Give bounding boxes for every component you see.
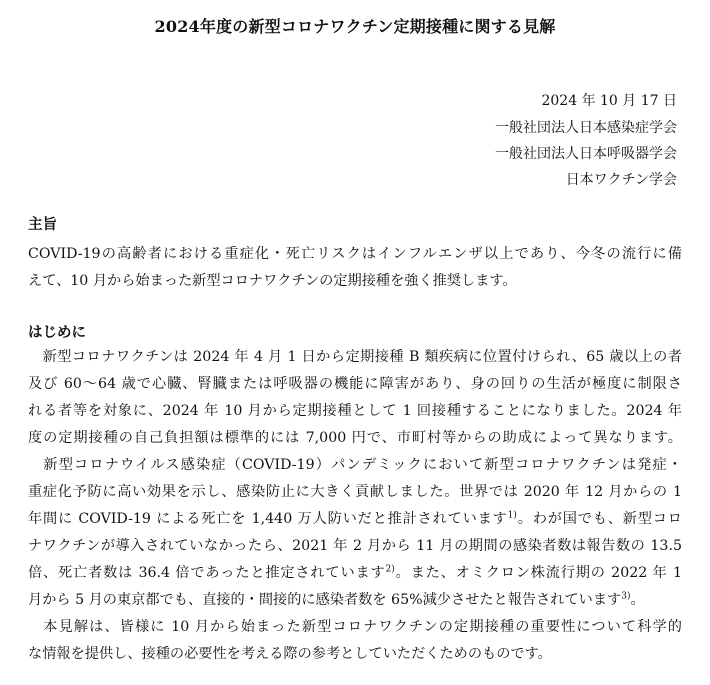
summary-paragraph: [28, 241, 682, 295]
text-line: 新型コロナウイルス感染症（COVID-19）パンデミックにおいて新型コロナワクチンは発症・: [28, 457, 682, 473]
reference-marker: 2): [385, 564, 395, 575]
issuer-block: [495, 88, 677, 193]
text-line: COVID-19の高齢者における重症化・死亡リスクはインフルエンザ以上であり、今冬の流行に備: [28, 246, 682, 262]
text-line: [28, 506, 682, 533]
text-line: 新型コロナワクチンは 2024 年 4 月 1 日から定期接種 B 類疾病に位置付けられ、65 歳以上の者: [28, 349, 682, 365]
intro-paragraph-3: [28, 614, 682, 668]
issue-date: 2024 年 10 月 17 日: [541, 93, 677, 109]
intro-paragraph-2: [28, 452, 682, 614]
text-fragment: 。わが国でも、新型コロ: [516, 511, 682, 527]
text-fragment: 。また、オミクロン株流行期の 2022 年 1: [394, 565, 682, 581]
text-line: れる者等を対象に、2024 年 10 月から定期接種として 1 回接種することになりました。2024 年: [28, 403, 682, 419]
text-line: [28, 587, 682, 614]
text-line: な情報を提供し、接種の必要性を考える際の参考としていただくためのものです。: [28, 646, 552, 662]
text-line: 本見解は、皆様に 10 月から始まった新型コロナワクチンの定期接種の重要性について科学的: [28, 619, 682, 635]
text-line: ナワクチンが導入されていなかったら、2021 年 2 月から 11 月の期間の感染者数は報告数の 13.5: [28, 538, 682, 554]
reference-marker: 3): [621, 591, 631, 602]
intro-heading: はじめに: [28, 324, 86, 341]
text-line: [28, 560, 682, 587]
text-fragment: 月から 5 月の東京都でも、直接的・間接的に感染者数を 65%減少させたと報告されています: [28, 592, 622, 608]
intro-paragraph-1: [28, 344, 682, 452]
text-line: 度の定期接種の自己負担額は標準的には 7,000 円で、市町村等からの助成によって異なります。: [28, 430, 682, 446]
summary-heading: 主旨: [28, 216, 57, 233]
text-line: 重症化予防に高い効果を示し、感染防止に大きく貢献しました。世界では 2020 年 12 月からの 1: [28, 484, 682, 500]
text-fragment: 倍、死亡者数は 36.4 倍であったと推定されています: [28, 565, 386, 581]
text-line: えて、10 月から始まった新型コロナワクチンの定期接種を強く推奨します。: [28, 273, 517, 289]
text-fragment: 年間に COVID-19 による死亡を 1,440 万人防いだと推計されています: [28, 511, 508, 527]
text-line: 及び 60〜64 歳で心臓、腎臓または呼吸器の機能に障害があり、身の回りの生活が極度に制限さ: [28, 376, 682, 392]
organization-name: 日本ワクチン学会: [565, 172, 677, 188]
reference-marker: 1): [507, 510, 517, 521]
text-fragment: 。: [630, 592, 645, 608]
organization-name: 一般社団法人日本感染症学会: [495, 120, 677, 136]
organization-name: 一般社団法人日本呼吸器学会: [495, 146, 677, 162]
document-title: 2024年度の新型コロナワクチン定期接種に関する見解: [154, 17, 556, 36]
